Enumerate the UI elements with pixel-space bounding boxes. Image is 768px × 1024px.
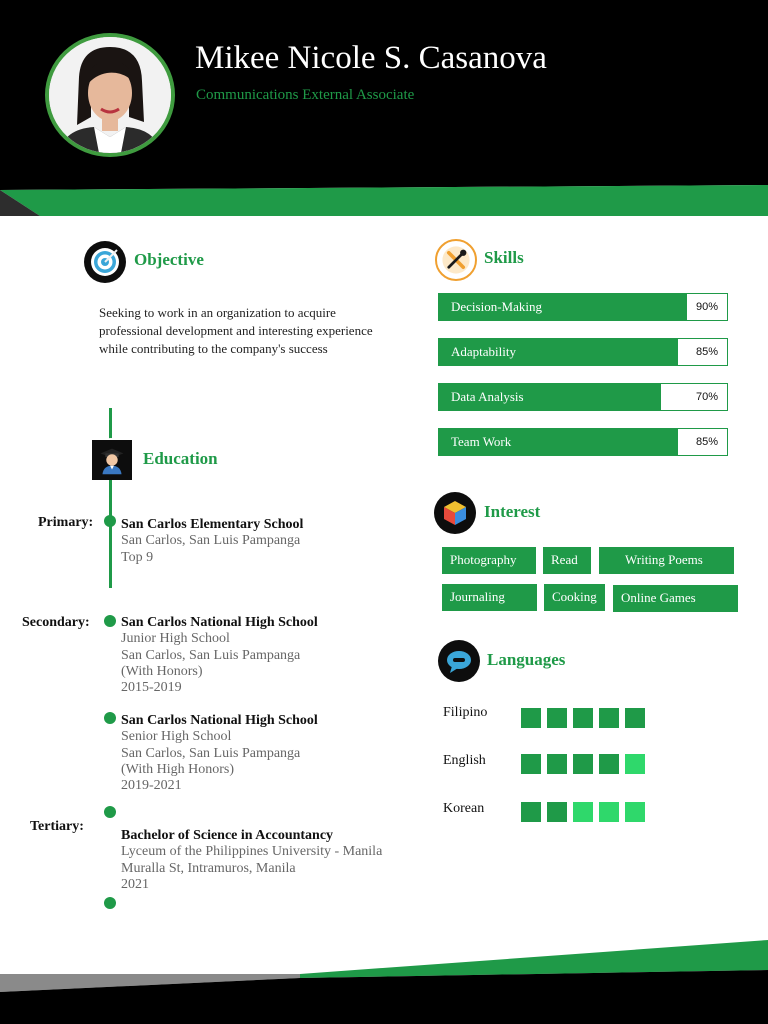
rating-square-filled [521,802,541,822]
rating-square-empty [625,754,645,774]
rating-square-empty [599,802,619,822]
timeline-dot [104,515,116,527]
candidate-name: Mikee Nicole S. Casanova [195,40,547,76]
education-entry-primary [121,517,303,566]
education-entry-tertiary [121,828,382,893]
profile-photo [45,33,175,157]
school-detail: Lyceum of the Philippines University - Manila [121,844,383,860]
education-entry-senior-high [121,713,318,794]
skill-bar-data-analysis [438,383,728,411]
cube-icon [434,492,476,534]
school-name: San Carlos Elementary School [121,517,304,532]
speech-bubble-icon [438,640,480,682]
rating-square-filled [599,708,619,728]
rating-square-filled [573,708,593,728]
rating-square-filled [547,754,567,774]
school-detail: San Carlos, San Luis Pampanga [121,647,301,663]
interest-chip-cooking: Cooking [544,584,605,611]
rating-square-filled [599,754,619,774]
language-rating-filipino [521,708,645,728]
education-heading: Education [143,449,218,468]
interest-chip-journaling: Journaling [442,584,537,611]
language-name-english: English [443,753,486,768]
school-detail: (With Honors) [121,663,203,679]
school-detail: Senior High School [121,729,232,745]
skill-name: Data Analysis [451,389,524,404]
job-title: Communications External Associate [196,87,415,103]
target-icon [84,241,126,283]
rating-square-filled [573,754,593,774]
timeline-dot [104,615,116,627]
rating-square-filled [625,708,645,728]
objective-text: Seeking to work in an organization to acquire professional development and interesting experience while contributing to the company's success [99,305,373,356]
language-name-korean: Korean [443,801,485,816]
rating-square-filled [547,802,567,822]
skills-heading: Skills [484,248,524,267]
secondary-label: Secondary: [22,615,90,630]
tools-icon [435,239,477,281]
school-name: San Carlos National High School [121,615,318,630]
school-detail: 2021 [121,876,149,892]
rating-square-filled [521,708,541,728]
skill-name: Decision-Making [451,299,542,314]
school-name: San Carlos National High School [121,713,318,728]
language-name-filipino: Filipino [443,705,488,720]
skill-name: Adaptability [451,344,516,359]
language-rating-english [521,754,645,774]
interest-chip-online-games: Online Games [613,585,738,612]
school-name: Bachelor of Science in Accountancy [121,828,334,843]
language-rating-korean [521,802,645,822]
skill-percent: 70% [695,391,718,403]
objective-heading: Objective [134,250,204,269]
school-detail: San Carlos, San Luis Pampanga [121,745,301,761]
primary-label: Primary: [38,515,94,530]
school-detail: Junior High School [121,631,230,647]
footer-background [0,930,768,1024]
rating-square-filled [547,708,567,728]
skill-bar-decision-making [438,293,728,321]
school-detail: 2019-2021 [121,778,182,794]
skill-name: Team Work [451,434,512,449]
school-detail: Top 9 [121,549,154,565]
education-entry-junior-high [121,615,318,696]
school-detail: (With High Honors) [121,761,234,777]
interest-heading: Interest [484,502,541,521]
rating-square-empty [573,802,593,822]
school-detail: San Carlos, San Luis Pampanga [121,533,301,549]
skill-percent: 85% [695,436,718,448]
school-detail: 2015-2019 [121,680,182,696]
interest-chip-photography: Photography [442,547,536,574]
skill-bar-team-work [438,428,728,456]
tertiary-label: Tertiary: [30,819,84,834]
languages-heading: Languages [487,650,566,669]
interest-chip-writing-poems: Writing Poems [599,547,734,574]
timeline-line [109,408,112,588]
rating-square-filled [521,754,541,774]
rating-square-empty [625,802,645,822]
school-detail: Muralla St, Intramuros, Manila [121,860,296,876]
timeline-dot [104,806,116,818]
skill-percent: 85% [695,346,718,358]
timeline-dot [104,897,116,909]
timeline-dot [104,712,116,724]
skill-bar-adaptability [438,338,728,366]
graduate-icon [90,438,132,480]
interest-chip-read: Read [543,547,591,574]
skill-percent: 90% [695,301,718,313]
